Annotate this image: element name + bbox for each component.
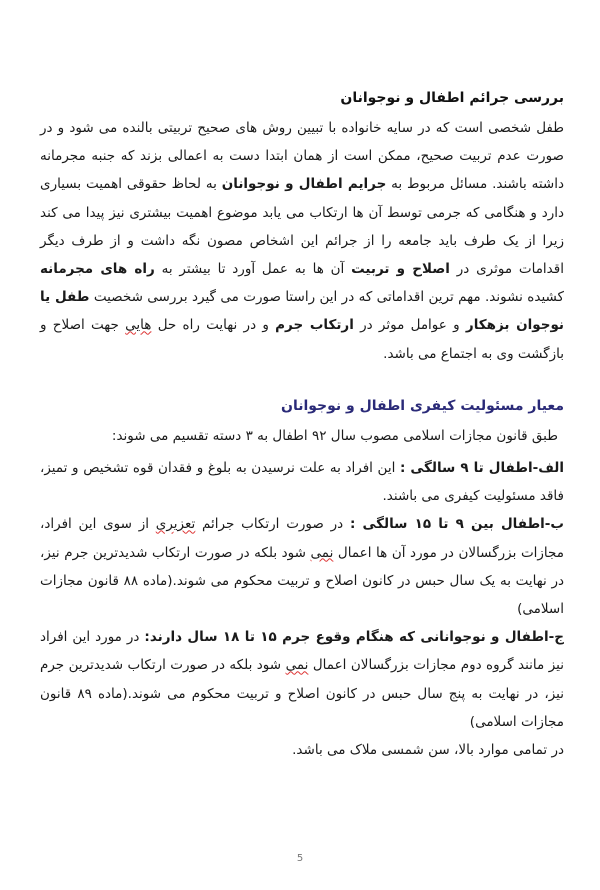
bold-term: جرایم اطفال و نوجوانان bbox=[221, 176, 387, 193]
section-spacer bbox=[40, 368, 564, 392]
list-item-title: الف-اطفال تا ۹ سالگی : bbox=[399, 460, 564, 477]
section-heading-juvenile-crimes: بررسی جرائم اطفال و نوجوانان bbox=[340, 90, 564, 106]
text-run: به لحاظ حقوقی اهمیت بسیاری دارد و هنگامی که جرمی توسط آن ها ارتکاب می یابد موضوع اهمیت بیشتری نیز پیدا می کند زیرا از یک طرف باید جامعه را از جرائم این اشخاص مصون نگه داشت و از طرف دیگر اقدامات موثری در bbox=[40, 176, 564, 278]
bold-term: اصلاح و تربیت bbox=[351, 261, 450, 278]
text-run: این افراد به علت نرسیدن به بلوغ و فقدان قوه تشخیص و تمیز، فاقد مسئولیت کیفری می باشند. bbox=[40, 460, 564, 505]
list-item-title: ب-اطفال بین ۹ تا ۱۵ سالگی : bbox=[349, 516, 564, 533]
list-item-title: ج-اطفال و نوجوانانی که هنگام وقوع جرم ۱۵ تا ۱۸ سال دارند: bbox=[144, 629, 564, 646]
text-run: شود بلکه در صورت ارتکاب شدیدترین جرم نیز، در نهایت به یک سال حبس در کانون اصلاح و تربیت محکوم می شوند.(ماده ۸۸ قانون مجازات اسلامی) bbox=[40, 544, 564, 618]
page-number: 5 bbox=[296, 853, 304, 864]
text-run: کشیده نشوند. مهم ترین اقداماتی که در این راستا صورت می گیرد بررسی شخصیت bbox=[89, 289, 564, 306]
paragraph-closing-note: در تمامی موارد بالا، سن شمسی ملاک می باشد. bbox=[292, 742, 564, 759]
list-item-15-to-18 bbox=[40, 623, 564, 736]
text-run: در مورد این افراد نیز مانند گروه دوم مجازات بزرگسالان اعمال bbox=[40, 629, 564, 674]
text-run: آن ها به عمل آورد تا بیشتر به bbox=[154, 261, 352, 278]
bold-term: ارتکاب جرم bbox=[275, 317, 354, 334]
list-item-9-to-15 bbox=[40, 510, 564, 623]
spellcheck-word: هایی bbox=[125, 317, 152, 334]
text-run: در صورت ارتکاب جرائم bbox=[195, 516, 350, 533]
text-run: شود بلکه در صورت ارتکاب شدیدترین جرم نیز، در نهایت به پنج سال حبس در کانون اصلاح و تربیت محکوم می شوند.(ماده ۸۹ قانون مجازات اسلامی) bbox=[40, 657, 564, 730]
paragraph-intro-categories: طبق قانون مجازات اسلامی مصوب سال ۹۲ اطفال به ۳ دسته تقسیم می شوند: bbox=[111, 427, 558, 444]
spellcheck-word: نمی bbox=[310, 544, 334, 561]
text-run: و در نهایت راه حل bbox=[151, 317, 276, 334]
bold-term: راه های مجرمانه bbox=[40, 261, 155, 278]
paragraph-juvenile-crimes bbox=[40, 114, 564, 368]
text-run: جهت اصلاح و بازگشت وی به اجتماع می باشد. bbox=[40, 317, 564, 362]
text-run: طفل شخصی است که در سایه خانواده با تبیین روش های صحیح تربیتی بالنده می شود و در صورت عدم تربیت صحیح، ممکن است از همان ابتدا دست به اعمالی بزند که جنبه مجرمانه داشته باشند. مسائل مربوط به bbox=[40, 120, 564, 193]
section-heading-criminal-liability: معیار مسئولیت کیفری اطفال و نوجوانان bbox=[281, 397, 564, 414]
text-run: از سوی این افراد، مجازات بزرگسالان در مورد آن ها اعمال bbox=[40, 516, 564, 561]
spellcheck-word: تعزیری bbox=[155, 516, 196, 533]
page-content bbox=[40, 84, 564, 764]
list-item-under-9 bbox=[40, 454, 564, 510]
text-run: و عوامل موثر در bbox=[353, 317, 466, 334]
bold-term: طفل یا نوجوان بزهکار bbox=[40, 289, 565, 334]
spellcheck-word: نمی bbox=[285, 657, 309, 674]
